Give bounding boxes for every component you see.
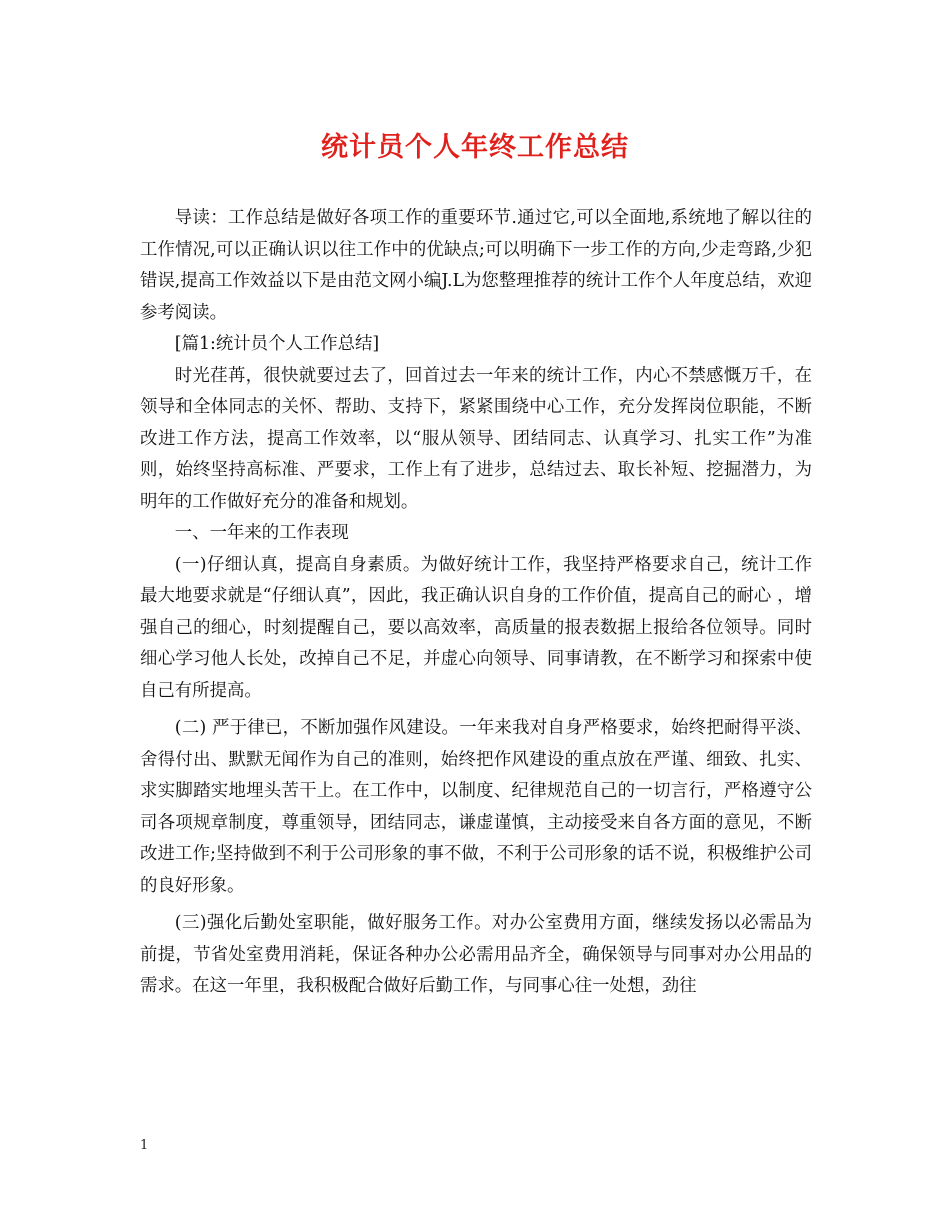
paragraph-item-3: (三)强化后勤处室职能，做好服务工作。对办公室费用方面，继续发扬以必需品为前提，节省处室费用消耗，保证各种办公必需用品齐全，确保领导与同事对办公用品的需求。在这一年里，我积极配合做好后勤工作，与同事心往一处想，劲往	[140, 913, 812, 996]
section-heading-work-performance: 一、一年来的工作表现	[174, 523, 349, 543]
intro-paragraph: 导读：工作总结是做好各项工作的重要环节.通过它,可以全面地,系统地了解以往的工作情况,可以正确认识以往工作中的优缺点;可以明确下一步工作的方向,少走弯路,少犯错误,提高工作效益以下是由范文网小编J.L为您整理推荐的统计工作个人年度总结，欢迎参考阅读。	[140, 208, 812, 323]
document-body	[140, 203, 812, 1003]
paragraph-item-2: (二) 严于律已，不断加强作风建设。一年来我对自身严格要求，始终把耐得平淡、舍得付出、默默无闻作为自己的准则，始终把作风建设的重点放在严谨、细致、扎实、求实脚踏实地埋头苦干上。在工作中，以制度、纪律规范自己的一切言行，严格遵守公司各项规章制度，尊重领导，团结同志，谦虚谨慎，主动接受来自各方面的意见，不断改进工作;坚持做到不利于公司形象的事不做，不利于公司形象的话不说，积极维护公司的良好形象。	[140, 718, 812, 896]
page-title: 统计员个人年终工作总结	[321, 132, 629, 163]
opening-paragraph: 时光荏苒，很快就要过去了，回首过去一年来的统计工作，内心不禁感慨万千，在领导和全体同志的关怀、帮助、支持下，紧紧围绕中心工作，充分发挥岗位职能，不断改进工作方法，提高工作效率，以“服从领导、团结同志、认真学习、扎实工作”为准则，始终坚持高标准、严要求，工作上有了进步，总结过去、取长补短、挖掘潜力，为明年的工作做好充分的准备和规划。	[140, 365, 812, 512]
section-heading-part1: [篇1:统计员个人工作总结]	[174, 334, 380, 354]
paragraph-item-1: (一)仔细认真，提高自身素质。为做好统计工作，我坚持严格要求自己，统计工作最大地要求就是“仔细认真”，因此，我正确认识自身的工作价值，提高自己的耐心 ，增强自己的细心，时刻提醒自己，要以高效率，高质量的报表数据上报给各位领导。同时细心学习他人长处，改掉自己不足，并虚心向领导、同事请教，在不断学习和探索中使自己有所提高。	[140, 554, 812, 701]
page-number: 1	[140, 1138, 149, 1153]
